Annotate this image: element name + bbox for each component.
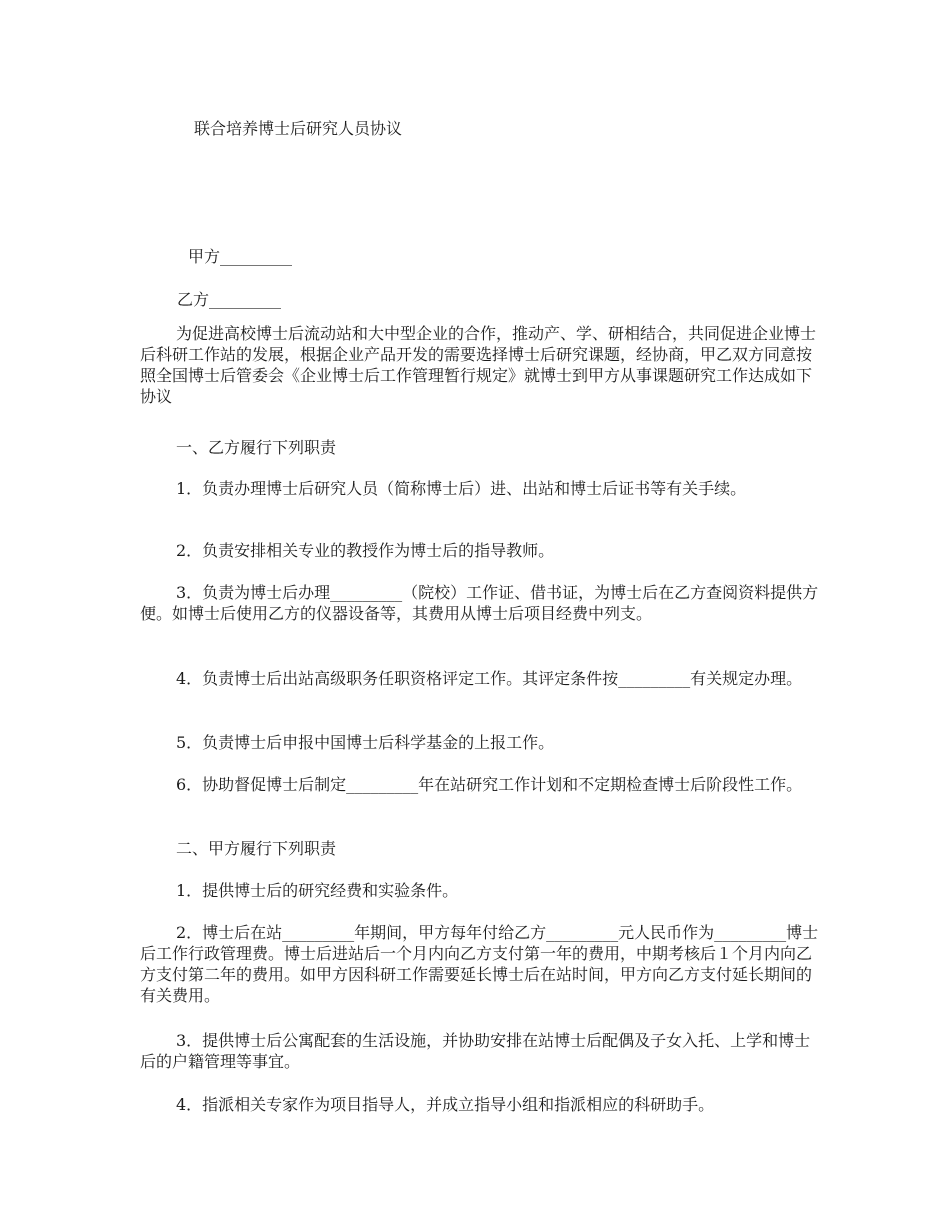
section2-item-4: 4．指派相关专家作为项目指导人，并成立指导小组和指派相应的科研助手。 — [176, 1095, 715, 1114]
section1-item-3: 3．负责为博士后办理_________（院校）工作证、借书证，为博士后在乙方查阅资料提供方便。如博士后使用乙方的仪器设备等，其费用从博士后项目经费中列支。 — [140, 583, 819, 623]
party-a-line: 甲方_________ — [188, 247, 293, 266]
section1-heading: 一、乙方履行下列职责 — [176, 438, 337, 457]
section2-item-1: 1．提供博士后的研究经费和实验条件。 — [176, 881, 459, 900]
intro-paragraph: 为促进高校博士后流动站和大中型企业的合作，推动产、学、研相结合，共同促进企业博士后科研工作站的发展，根据企业产品开发的需要选择博士后研究课题，经协商，甲乙双方同意按照全国博士后管委会《企业博士后工作管理暂行规定》就博士到甲方从事课题研究工作达成如下协议 — [140, 324, 817, 406]
section2-item-3: 3．提供博士后公寓配套的生活设施，并协助安排在站博士后配偶及子女入托、上学和博士后的户籍管理等事宜。 — [140, 1031, 811, 1071]
section2-item-2: 2．博士后在站_________年期间，甲方每年付给乙方_________元人民币作为_________博士后工作行政管理费。博士后进站后一个月内向乙方支付第一年的费用，中期考核后１个月内向乙方支付第二年的费用。如甲方因科研工作需要延长博士后在站时间，甲方向乙方支付延长期间的有关费用。 — [140, 923, 819, 1005]
section1-item-2: 2．负责安排相关专业的教授作为博士后的指导教师。 — [176, 541, 555, 560]
document-title: 联合培养博士后研究人员协议 — [194, 119, 403, 138]
section1-item-6: 6．协助督促博士后制定_________年在站研究工作计划和不定期检查博士后阶段性工作。 — [176, 775, 803, 794]
section1-item-1: 1．负责办理博士后研究人员（简称博士后）进、出站和博士后证书等有关手续。 — [176, 479, 747, 498]
party-b-line: 乙方_________ — [177, 290, 282, 309]
section2-heading: 二、甲方履行下列职责 — [176, 839, 337, 858]
section1-item-4: 4．负责博士后出站高级职务任职资格评定工作。其评定条件按_________有关规定办理。 — [176, 669, 803, 688]
section1-item-5: 5．负责博士后申报中国博士后科学基金的上报工作。 — [176, 733, 555, 752]
